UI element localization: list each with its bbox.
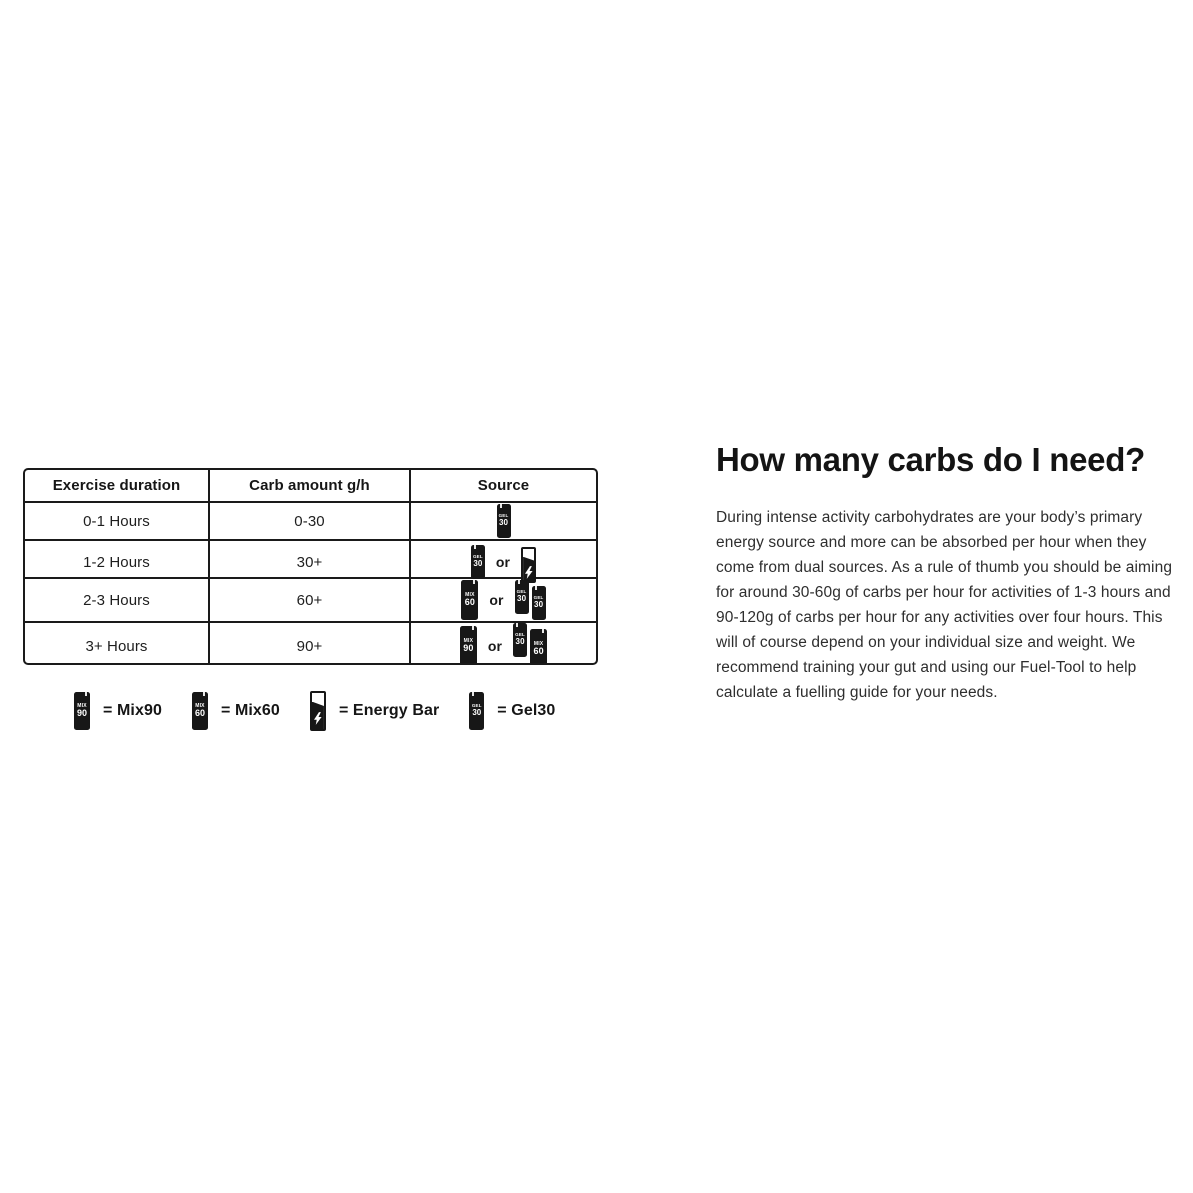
packet-label: GEL (515, 632, 526, 638)
packet-label: 60 (533, 645, 544, 656)
col-header-carb-amount: Carb amount g/h (210, 470, 411, 501)
section-body: During intense activity carbohydrates are your body’s primary energy source and more can be absorbed per hour when they come from dual sources. As a rule of thumb you should be aiming for around 30-60g of carbs per hour for activities of 1-3 hours and 90-120g of carbs per hour for any activities over four hours. This will of course depend on your individual size and weight. We recommend training your gut and using our Fuel-Tool to help calculate a fuelling guide for your needs. (716, 509, 1173, 701)
source-cell (411, 623, 596, 665)
or-label: or (489, 592, 504, 608)
or-label: or (495, 554, 511, 570)
carbs-info-section (716, 440, 1178, 705)
packet-label: 90 (76, 707, 87, 718)
carb-amount-cell: 60+ (210, 579, 411, 621)
duration-cell: 2-3 Hours (25, 579, 210, 621)
section-title: How many carbs do I need? (716, 441, 1145, 478)
table-row (25, 541, 596, 579)
carb-fuelling-table (23, 468, 598, 665)
packet-label: GEL (472, 554, 483, 560)
legend-item-mix90 (74, 692, 162, 730)
packet-label: 30 (472, 708, 482, 718)
source-cell (411, 541, 596, 583)
legend-label: = Mix90 (103, 702, 162, 719)
energy-bar-icon (310, 691, 326, 731)
mix60-packet-icon (192, 692, 208, 730)
source-cell (411, 503, 596, 539)
table-row (25, 579, 596, 623)
or-label: or (487, 638, 503, 654)
packet-label: MIX (463, 637, 474, 644)
duration-cell: 1-2 Hours (25, 541, 210, 583)
legend-item-gel30 (469, 692, 555, 730)
mix60-packet-icon (461, 580, 478, 620)
table-row (25, 503, 596, 541)
packet-label: GEL (471, 703, 482, 709)
packet-label: 30 (517, 594, 527, 604)
table-header-row (25, 470, 596, 503)
mix90-packet-icon (460, 626, 477, 665)
energy-bar-icon (521, 547, 536, 583)
packet-label: GEL (533, 595, 544, 601)
packet-label: 60 (464, 596, 475, 607)
carb-amount-cell: 30+ (210, 541, 411, 583)
gel30-packet-icon (497, 504, 511, 538)
gel30-packet-icon (513, 623, 527, 657)
source-pair (513, 623, 547, 665)
col-header-exercise-duration: Exercise duration (25, 470, 210, 501)
mix90-packet-icon (74, 692, 90, 730)
gel30-packet-icon (515, 580, 529, 614)
col-header-source: Source (477, 477, 530, 494)
duration-cell: 0-1 Hours (25, 503, 210, 539)
packet-label: GEL (498, 513, 509, 519)
packet-label: 30 (515, 637, 525, 647)
gel30-packet-icon (532, 586, 546, 620)
packet-label: MIX (465, 591, 475, 598)
legend-label: = Mix60 (220, 702, 280, 719)
legend-item-energy-bar (310, 691, 439, 731)
legend-label: = Energy Bar (338, 702, 440, 719)
packet-label: 30 (473, 559, 483, 569)
packet-label: 30 (534, 600, 544, 610)
table-row (25, 623, 596, 663)
carb-amount-cell: 0-30 (210, 503, 411, 539)
packet-label: MIX (533, 640, 544, 647)
carb-amount-cell: 90+ (210, 623, 411, 665)
packet-label: 90 (463, 642, 474, 653)
gel30-packet-icon (469, 692, 484, 730)
mix60-packet-icon (530, 629, 547, 665)
packet-label: MIX (77, 702, 87, 709)
gel30-packet-icon (471, 545, 485, 579)
legend-item-mix60 (192, 692, 280, 730)
duration-cell: 3+ Hours (25, 623, 210, 665)
product-legend (74, 688, 555, 734)
legend-label: = Gel30 (497, 702, 556, 719)
packet-label: MIX (195, 702, 205, 709)
packet-label: GEL (516, 589, 527, 595)
source-cell (411, 579, 596, 621)
source-pair (515, 580, 546, 620)
packet-label: 30 (498, 518, 509, 528)
packet-label: 60 (194, 707, 205, 718)
